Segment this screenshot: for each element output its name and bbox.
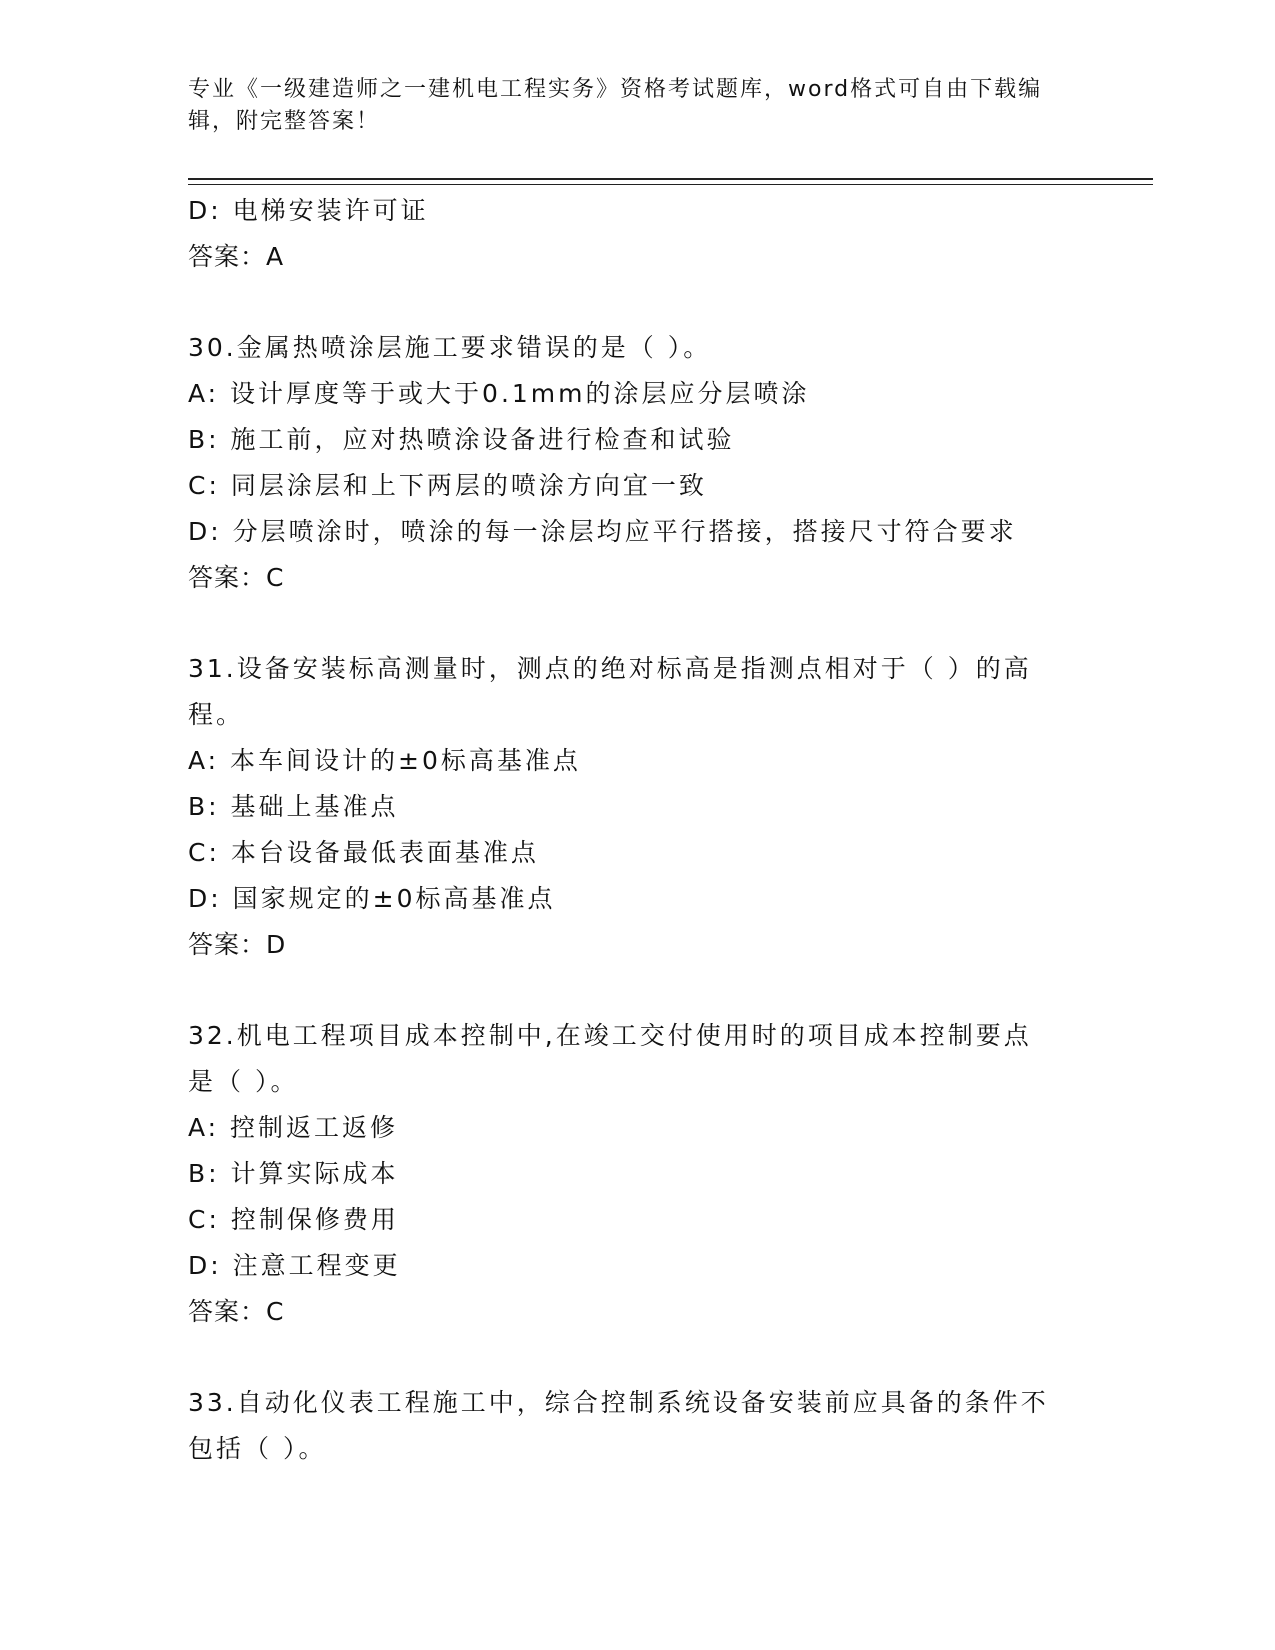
option-c: C: 控制保修费用 xyxy=(188,1205,399,1234)
question-stem-line-2: 包括（ ）。 xyxy=(188,1434,327,1463)
option-d: D: 分层喷涂时，喷涂的每一涂层均应平行搭接，搭接尺寸符合要求 xyxy=(188,517,1017,546)
question-31 xyxy=(188,646,1088,968)
page-header: 专业《一级建造师之一建机电工程实务》资格考试题库，word格式可自由下载编辑，附完整答案！ xyxy=(188,77,1043,134)
question-stem-line-1: 33.自动化仪表工程施工中，综合控制系统设备安装前应具备的条件不 xyxy=(188,1388,1049,1417)
option-d: D: 注意工程变更 xyxy=(188,1251,401,1280)
prev-answer: 答案：A xyxy=(188,242,285,271)
prev-option-d: D: 电梯安装许可证 xyxy=(188,196,429,225)
answer: 答案：C xyxy=(188,563,285,592)
question-32 xyxy=(188,1013,1088,1335)
option-a: A: 设计厚度等于或大于0.1mm的涂层应分层喷涂 xyxy=(188,379,810,408)
question-stem-line-2: 程。 xyxy=(188,700,245,729)
question-30 xyxy=(188,325,1088,601)
option-a: A: 控制返工返修 xyxy=(188,1113,399,1142)
option-d: D: 国家规定的±0标高基准点 xyxy=(188,884,556,913)
question-33 xyxy=(188,1380,1088,1472)
header-rule-thin xyxy=(188,184,1153,185)
option-b: B: 基础上基准点 xyxy=(188,792,399,821)
option-b: B: 计算实际成本 xyxy=(188,1159,399,1188)
question-content xyxy=(188,188,1088,1472)
question-stem-line-1: 31.设备安装标高测量时，测点的绝对标高是指测点相对于（ ）的高 xyxy=(188,654,1032,683)
question-stem-line-1: 32.机电工程项目成本控制中,在竣工交付使用时的项目成本控制要点 xyxy=(188,1021,1032,1050)
question-stem: 30.金属热喷涂层施工要求错误的是（ ）。 xyxy=(188,333,712,362)
option-c: C: 本台设备最低表面基准点 xyxy=(188,838,539,867)
header-rule-thick xyxy=(188,178,1153,180)
answer: 答案：C xyxy=(188,1297,285,1326)
answer: 答案：D xyxy=(188,930,287,959)
question-stem-line-2: 是（ ）。 xyxy=(188,1067,299,1096)
option-b: B: 施工前，应对热喷涂设备进行检查和试验 xyxy=(188,425,735,454)
option-a: A: 本车间设计的±0标高基准点 xyxy=(188,746,581,775)
option-c: C: 同层涂层和上下两层的喷涂方向宜一致 xyxy=(188,471,707,500)
